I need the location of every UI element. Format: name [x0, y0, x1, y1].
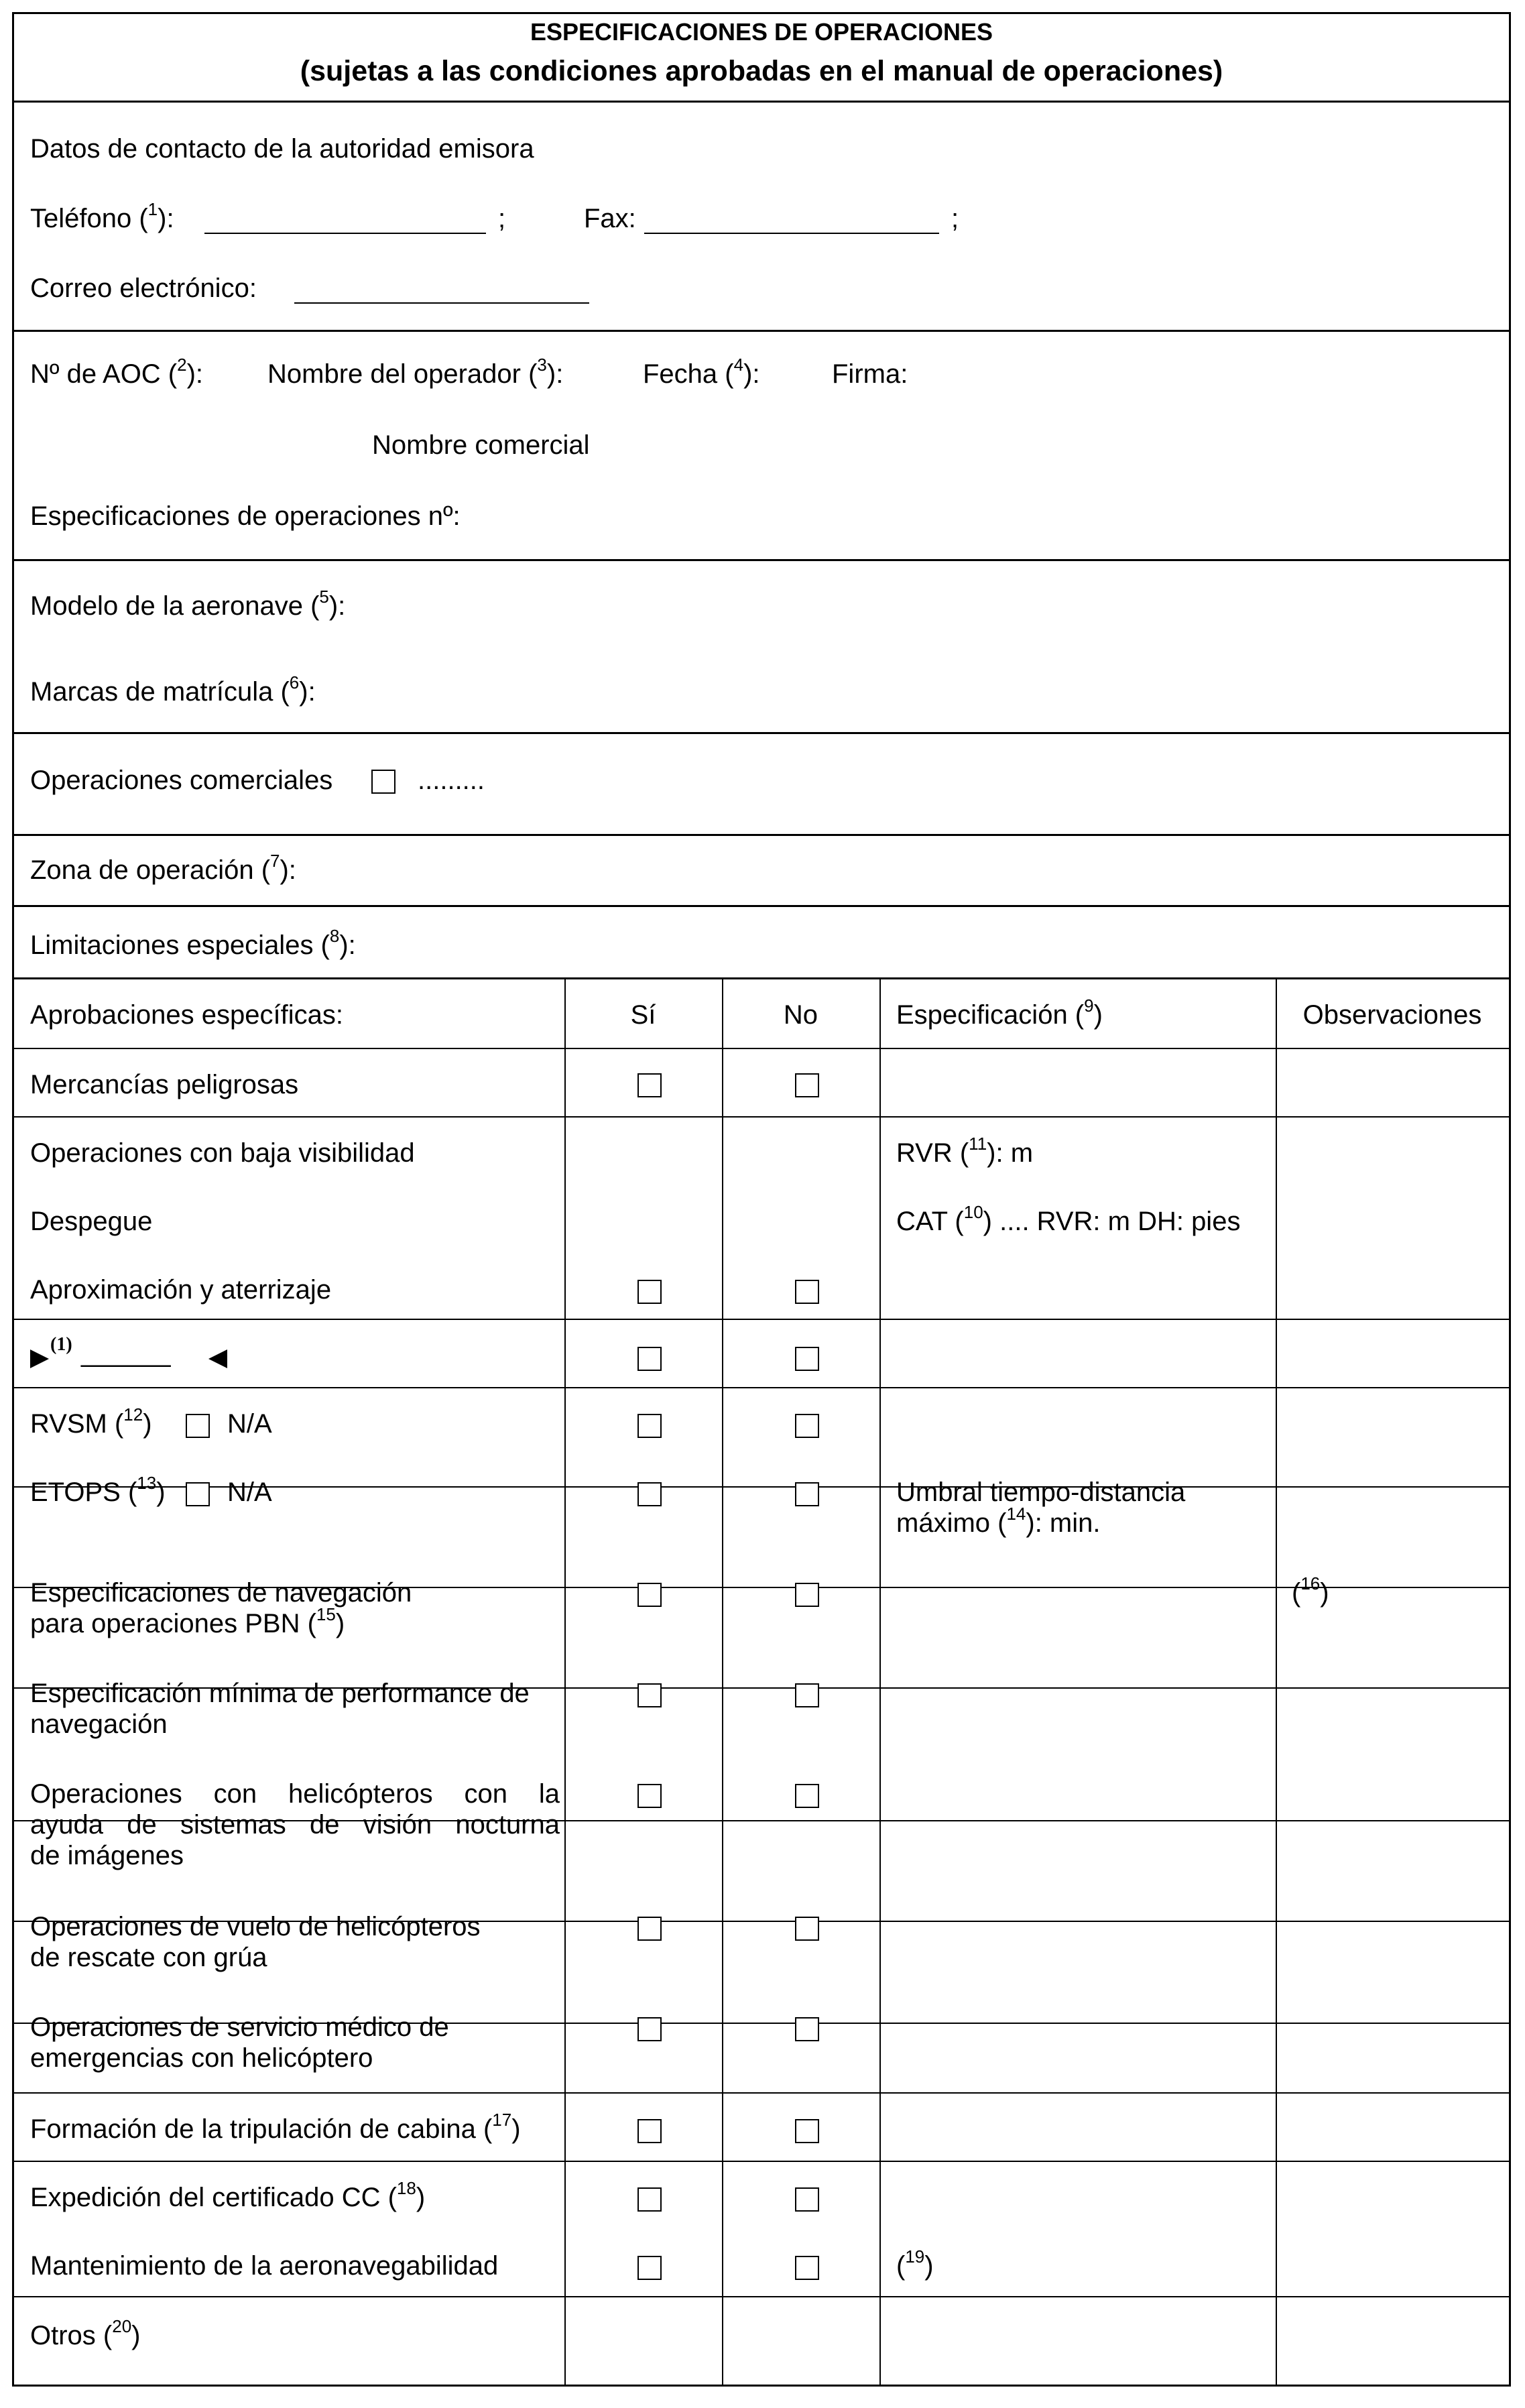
- dangerous-goods-yes-checkbox[interactable]: [637, 1073, 662, 1097]
- header-approvals: Aprobaciones específicas:: [30, 1000, 343, 1030]
- row-divider: [14, 2296, 1509, 2297]
- operator-section: [14, 332, 1509, 561]
- approvals-table: [14, 979, 1509, 2385]
- row-others: Otros ($^{20}$): [30, 2315, 141, 2350]
- cat-spec: CAT ($^{10}$) .... RVR: m DH: pies: [896, 1201, 1241, 1236]
- row-cc-certificate: Expedición del certificado CC ($^{18}$): [30, 2177, 426, 2212]
- row-cabin-training: Formación de la tripulación de cabina ($^{17}$): [30, 2109, 521, 2144]
- col-divider-2: [722, 979, 723, 2385]
- date-label: Fecha ($^4$):: [643, 354, 760, 389]
- row-hems-line1: Operaciones de servicio médico de: [30, 2012, 449, 2042]
- row-hoist-line2: de rescate con grúa: [30, 1943, 267, 1972]
- row-divider: [14, 2161, 1509, 2162]
- dangerous-goods-no-checkbox[interactable]: [795, 1073, 819, 1097]
- phone-separator: ;: [498, 204, 506, 233]
- limitations-section: [14, 907, 1509, 979]
- header-specification: Especificación ($^9$): [896, 995, 1103, 1030]
- col-divider-3: [879, 979, 881, 2385]
- row-nvis-line2: ayuda de sistemas de visión nocturna: [30, 1810, 560, 1840]
- trade-name-label: Nombre comercial: [372, 430, 590, 460]
- phone-label: Teléfono ($^1$):: [30, 198, 174, 233]
- fax-separator: ;: [951, 204, 959, 233]
- commercial-ops-label: Operaciones comerciales: [30, 766, 333, 795]
- rvsm-na-label: N/A: [227, 1409, 272, 1439]
- rvr-spec: RVR ($^{11}$): m: [896, 1133, 1034, 1168]
- insert-end-marker-icon: [208, 1349, 227, 1368]
- commercial-ops-dots: .........: [418, 766, 485, 795]
- pbn-no-checkbox[interactable]: [795, 1583, 819, 1607]
- commercial-ops-checkbox[interactable]: [371, 770, 395, 794]
- rvsm-no-checkbox[interactable]: [795, 1414, 819, 1438]
- row-approach-landing: Aproximación y aterrizaje: [30, 1275, 332, 1305]
- header-no: No: [783, 1000, 818, 1030]
- row-pbn-line1: Especificaciones de navegación: [30, 1578, 412, 1608]
- special-limitations-label: Limitaciones especiales ($^8$):: [30, 925, 356, 960]
- nvis-no-checkbox[interactable]: [795, 1784, 819, 1808]
- training-yes-checkbox[interactable]: [637, 2119, 662, 2143]
- pbn-yes-checkbox[interactable]: [637, 1583, 662, 1607]
- operations-specification-form: [12, 12, 1511, 2387]
- aircraft-section: [14, 561, 1509, 734]
- row-rvsm: RVSM ($^{12}$): [30, 1404, 152, 1439]
- cc-no-checkbox[interactable]: [795, 2187, 819, 2212]
- etops-yes-checkbox[interactable]: [637, 1482, 662, 1506]
- training-no-checkbox[interactable]: [795, 2119, 819, 2143]
- etops-spec-line1: Umbral tiempo-distancia: [896, 1478, 1186, 1507]
- header-yes: Sí: [630, 1000, 656, 1030]
- mnps-no-checkbox[interactable]: [795, 1683, 819, 1707]
- etops-spec-line2: máximo ($^{14}$): min.: [896, 1503, 1101, 1538]
- aoc-number-label: Nº de AOC ($^2$):: [30, 354, 204, 389]
- row-divider: [14, 1387, 1509, 1388]
- insert-yes-checkbox[interactable]: [637, 1347, 662, 1371]
- zone-section: [14, 836, 1509, 907]
- signature-label: Firma:: [832, 359, 908, 389]
- approach-yes-checkbox[interactable]: [637, 1280, 662, 1304]
- row-divider: [14, 1116, 1509, 1118]
- maintenance-no-checkbox[interactable]: [795, 2256, 819, 2280]
- row-pbn-line2: para operaciones PBN ($^{15}$): [30, 1604, 345, 1638]
- hems-yes-checkbox[interactable]: [637, 2017, 662, 2041]
- row-divider: [14, 1319, 1509, 1320]
- cc-yes-checkbox[interactable]: [637, 2187, 662, 2212]
- insert-blank: ______: [81, 1338, 171, 1368]
- approach-no-checkbox[interactable]: [795, 1280, 819, 1304]
- rvsm-na-checkbox[interactable]: [186, 1414, 210, 1438]
- spec-number-label: Especificaciones de operaciones nº:: [30, 501, 461, 531]
- phone-field[interactable]: [204, 233, 486, 234]
- row-divider: [14, 1048, 1509, 1049]
- hoist-yes-checkbox[interactable]: [637, 1917, 662, 1941]
- hems-no-checkbox[interactable]: [795, 2017, 819, 2041]
- form-header: [14, 14, 1509, 103]
- nvis-yes-checkbox[interactable]: [637, 1784, 662, 1808]
- etops-na-label: N/A: [227, 1478, 272, 1507]
- email-label: Correo electrónico:: [30, 274, 257, 303]
- operator-name-label: Nombre del operador ($^3$):: [267, 354, 564, 389]
- insert-note: (1): [50, 1334, 72, 1355]
- operation-zone-label: Zona de operación ($^7$):: [30, 850, 296, 885]
- pbn-observation-note: ($^{16}$): [1292, 1573, 1329, 1608]
- contact-heading: Datos de contacto de la autoridad emisora: [30, 134, 534, 164]
- rvsm-yes-checkbox[interactable]: [637, 1414, 662, 1438]
- row-etops: ETOPS ($^{13}$): [30, 1472, 166, 1507]
- row-hoist-line1: Operaciones de vuelo de helicópteros: [30, 1912, 481, 1941]
- col-divider-4: [1276, 979, 1277, 2385]
- insert-start-marker-icon: [30, 1349, 49, 1368]
- fax-label: Fax:: [584, 204, 636, 233]
- row-mnps-line1: Especificación mínima de performance de: [30, 1679, 530, 1708]
- etops-na-checkbox[interactable]: [186, 1482, 210, 1506]
- insert-no-checkbox[interactable]: [795, 1347, 819, 1371]
- row-low-visibility: Operaciones con baja visibilidad: [30, 1138, 415, 1168]
- maintenance-spec-note: ($^{19}$): [896, 2246, 934, 2281]
- row-mnps-line2: navegación: [30, 1709, 168, 1739]
- hoist-no-checkbox[interactable]: [795, 1917, 819, 1941]
- row-divider: [14, 2092, 1509, 2094]
- commercial-section: [14, 734, 1509, 836]
- email-field[interactable]: [294, 302, 589, 304]
- row-dangerous-goods: Mercancías peligrosas: [30, 1070, 299, 1099]
- form-subtitle: (sujetas a las condiciones aprobadas en el manual de operaciones): [300, 55, 1223, 87]
- aircraft-model-label: Modelo de la aeronave ($^5$):: [30, 586, 346, 621]
- form-title: ESPECIFICACIONES DE OPERACIONES: [530, 18, 993, 46]
- row-takeoff: Despegue: [30, 1207, 153, 1236]
- col-divider-1: [564, 979, 566, 2385]
- contact-section: [14, 103, 1509, 332]
- etops-no-checkbox[interactable]: [795, 1482, 819, 1506]
- row-maintenance: Mantenimiento de la aeronavegabilidad: [30, 2251, 499, 2281]
- row-nvis-line1: Operaciones con helicópteros con la: [30, 1779, 560, 1809]
- maintenance-yes-checkbox[interactable]: [637, 2256, 662, 2280]
- registration-label: Marcas de matrícula ($^6$):: [30, 672, 316, 707]
- fax-field[interactable]: [644, 233, 939, 234]
- mnps-yes-checkbox[interactable]: [637, 1683, 662, 1707]
- header-observations: Observaciones: [1302, 1000, 1482, 1030]
- row-nvis-line3: de imágenes: [30, 1841, 184, 1870]
- row-hems-line2: emergencias con helicóptero: [30, 2043, 373, 2073]
